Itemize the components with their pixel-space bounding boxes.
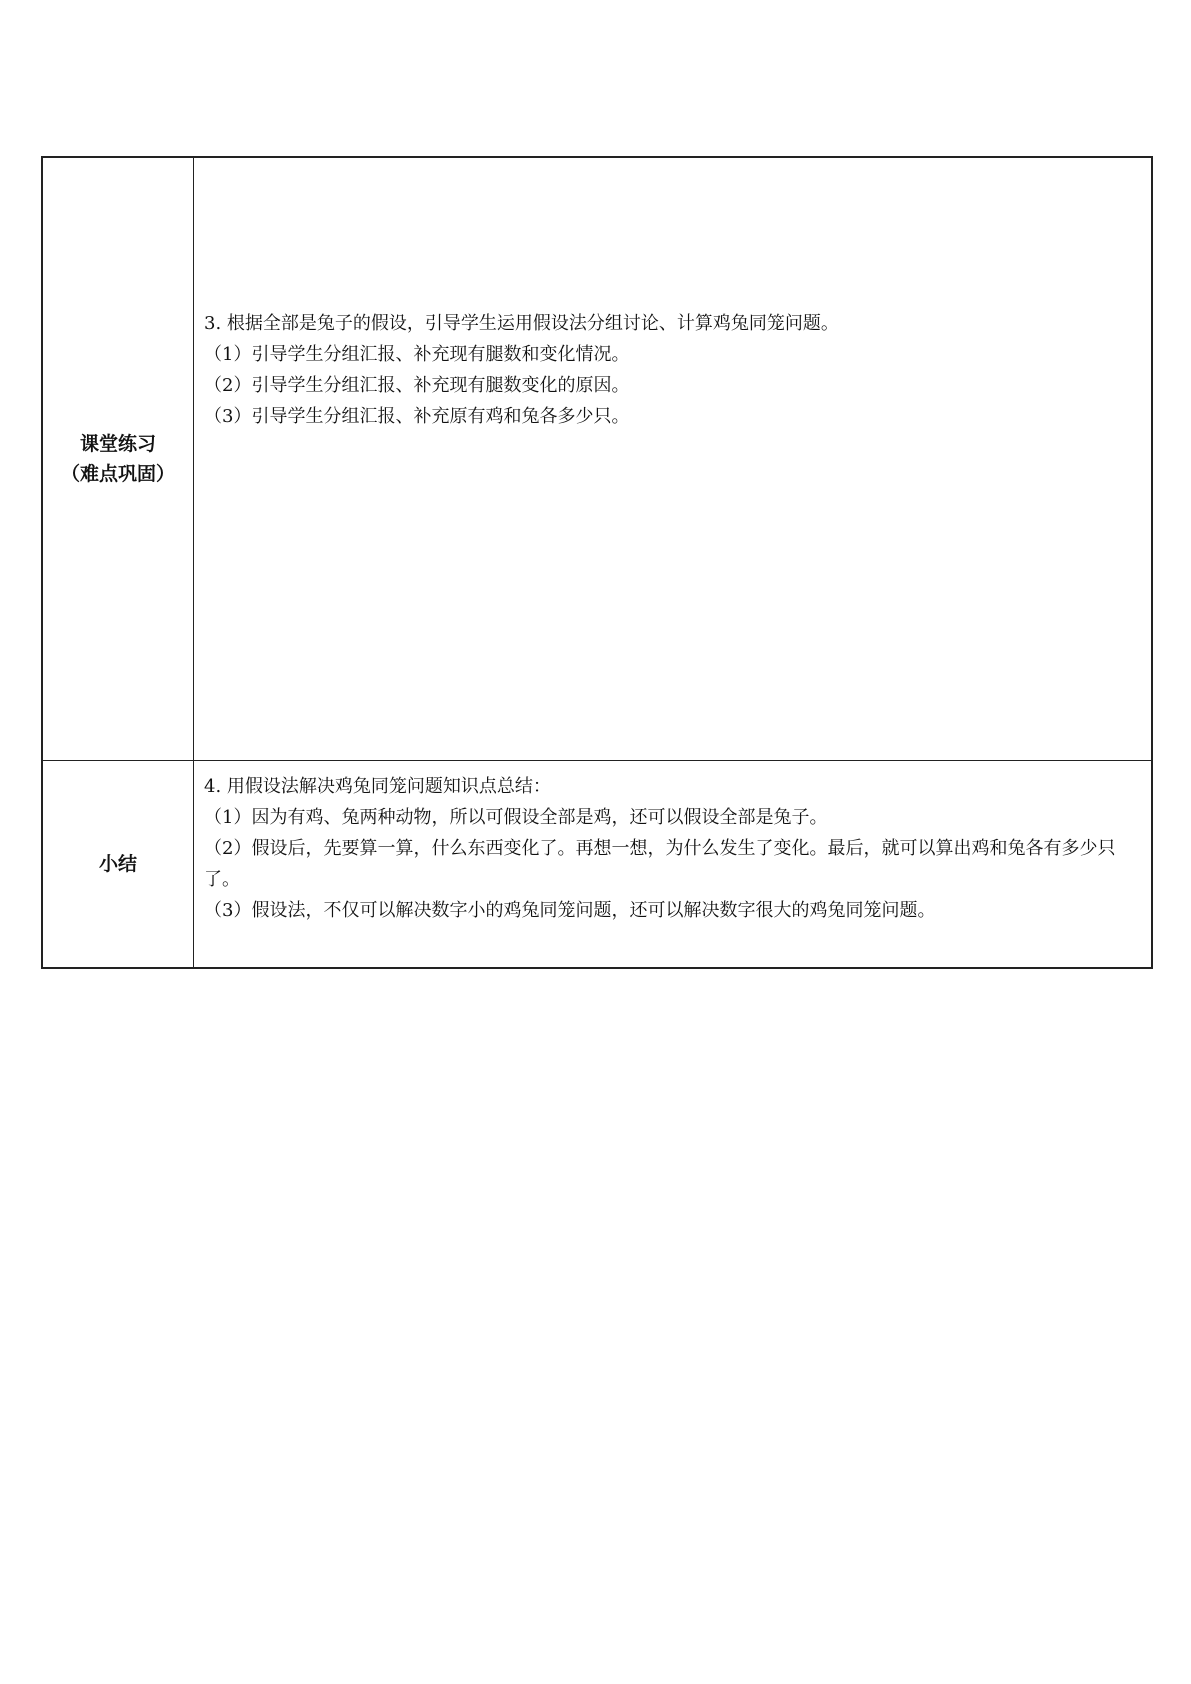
content-line: 4. 用假设法解决鸡兔同笼问题知识点总结： (204, 776, 551, 797)
content-line: （2）假设后，先要算一算，什么东西变化了。再想一想，为什么发生了变化。最后，就可以算出鸡和兔各有多少只了。 (204, 838, 1116, 890)
lesson-plan-table (41, 156, 1153, 969)
content-line: （3）引导学生分组汇报、补充原有鸡和兔各多少只。 (204, 406, 630, 427)
table-row-summary (42, 761, 1152, 969)
table-row-classroom-practice (42, 157, 1152, 761)
content-line: （1）因为有鸡、兔两种动物，所以可假设全部是鸡，还可以假设全部是兔子。 (204, 807, 828, 828)
content-line: 3. 根据全部是兔子的假设，引导学生运用假设法分组讨论、计算鸡兔同笼问题。 (204, 313, 839, 334)
content-line: （2）引导学生分组汇报、补充现有腿数变化的原因。 (204, 375, 630, 396)
row-label-line: 课堂练习 (79, 433, 156, 455)
row-label-summary (42, 761, 194, 969)
row-content-summary (194, 761, 1153, 969)
row-label-classroom-practice (42, 157, 194, 761)
row-label-line: （难点巩固） (60, 463, 175, 485)
row-label-line: 小结 (98, 853, 137, 875)
row-content-classroom-practice (194, 157, 1153, 761)
content-line: （1）引导学生分组汇报、补充现有腿数和变化情况。 (204, 344, 630, 365)
content-line: （3）假设法，不仅可以解决数字小的鸡兔同笼问题，还可以解决数字很大的鸡兔同笼问题。 (204, 900, 936, 921)
